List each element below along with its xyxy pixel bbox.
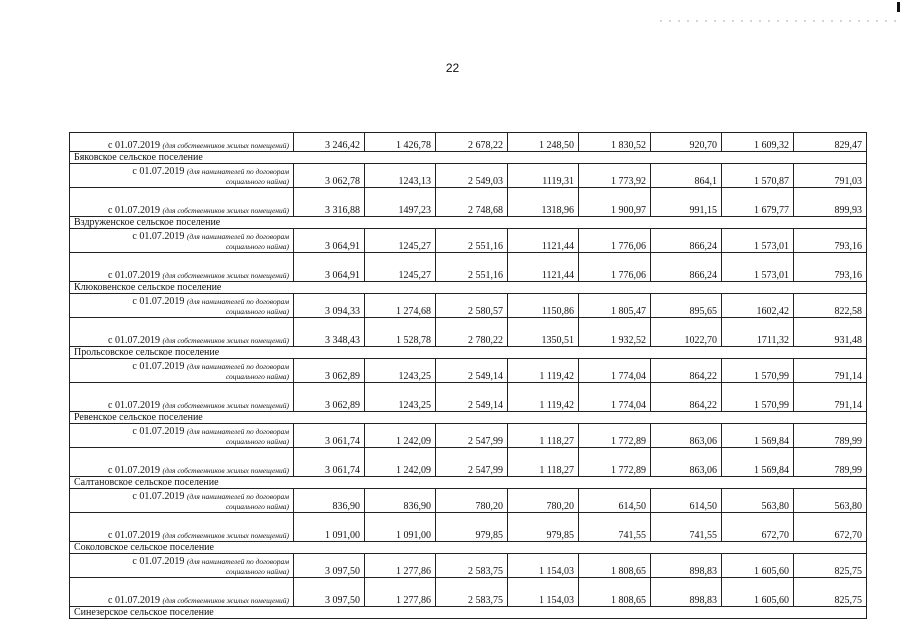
tariff-value-col-5: 1 772,89	[579, 424, 651, 448]
tariff-value-col-7: 1 569,84	[722, 424, 794, 448]
tariff-value-col-6: 920,70	[651, 133, 722, 152]
row-note: (для собственников жилых помещений)	[162, 141, 289, 150]
tenant-tariff-row	[70, 554, 867, 578]
settlement-header-row	[70, 217, 867, 229]
tariff-value-col-4: 1 119,42	[508, 383, 579, 412]
row-note-part2: социального найма)	[225, 242, 289, 251]
tariff-value-col-8: 793,16	[794, 229, 867, 253]
tariff-value-col-7: 1 605,60	[722, 554, 794, 578]
tariff-value-col-6: 866,24	[651, 253, 722, 282]
tariff-value-col-2: 1243,13	[365, 164, 436, 188]
owner-tariff-row	[70, 448, 867, 477]
row-note-part2: социального найма)	[225, 177, 289, 186]
scan-corner-mark	[897, 2, 900, 12]
tariff-value-col-5: 1 774,04	[579, 359, 651, 383]
tariff-value-col-3: 2 583,75	[436, 554, 508, 578]
row-note-part2: социального найма)	[225, 502, 289, 511]
settlement-name: Соколовское сельское поселение	[70, 542, 867, 554]
tariff-value-col-6: 863,06	[651, 448, 722, 477]
settlement-name: Салтановское сельское поселение	[70, 477, 867, 489]
row-note-part2: социального найма)	[225, 307, 289, 316]
owner-tariff-row	[70, 318, 867, 347]
row-note-part1: (для нанимателей по договорам	[186, 297, 289, 306]
tariff-value-col-7: 1 569,84	[722, 448, 794, 477]
tariff-value-col-2: 1245,27	[365, 253, 436, 282]
tariff-value-col-8: 791,14	[794, 359, 867, 383]
owner-tariff-row	[70, 383, 867, 412]
tariff-value-col-1: 3 062,78	[294, 164, 365, 188]
tariff-value-col-4: 780,20	[508, 489, 579, 513]
tariff-value-col-4: 1 248,50	[508, 133, 579, 152]
row-description	[70, 294, 294, 318]
owner-tariff-row	[70, 513, 867, 542]
tariff-value-col-8: 829,47	[794, 133, 867, 152]
row-description	[70, 383, 294, 412]
tariff-value-col-1: 3 246,42	[294, 133, 365, 152]
row-description	[70, 253, 294, 282]
tariff-table	[69, 132, 867, 619]
tariff-value-col-5: 1 808,65	[579, 578, 651, 607]
row-description	[70, 164, 294, 188]
tariff-value-col-2: 1 528,78	[365, 318, 436, 347]
tariff-value-col-3: 2 551,16	[436, 253, 508, 282]
tariff-value-col-6: 864,22	[651, 359, 722, 383]
row-date: с 01.07.2019	[132, 231, 185, 242]
tariff-value-col-8: 563,80	[794, 489, 867, 513]
tariff-value-col-7: 1 570,99	[722, 383, 794, 412]
row-note: (для собственников жилых помещений)	[162, 531, 289, 540]
tariff-value-col-2: 1245,27	[365, 229, 436, 253]
tariff-value-col-1: 3 097,50	[294, 578, 365, 607]
row-date: с 01.07.2019	[108, 140, 160, 151]
row-date: с 01.07.2019	[132, 166, 185, 177]
tariff-value-col-1: 1 091,00	[294, 513, 365, 542]
tariff-value-col-6: 1022,70	[651, 318, 722, 347]
tariff-value-col-6: 898,83	[651, 578, 722, 607]
tariff-value-col-3: 2 547,99	[436, 448, 508, 477]
tariff-value-col-4: 1318,96	[508, 188, 579, 217]
row-date: с 01.07.2019	[108, 595, 160, 606]
settlement-name: Бяковское сельское поселение	[70, 152, 867, 164]
tariff-value-col-1: 3 062,89	[294, 359, 365, 383]
tariff-value-col-5: 1 772,89	[579, 448, 651, 477]
tariff-value-col-6: 898,83	[651, 554, 722, 578]
tariff-value-col-7: 672,70	[722, 513, 794, 542]
row-description	[70, 578, 294, 607]
tariff-value-col-5: 1 932,52	[579, 318, 651, 347]
tariff-value-col-3: 2 580,57	[436, 294, 508, 318]
tariff-value-col-5: 1 808,65	[579, 554, 651, 578]
row-date: с 01.07.2019	[132, 361, 185, 372]
row-description	[70, 424, 294, 448]
owner-tariff-row	[70, 133, 867, 152]
row-date: с 01.07.2019	[108, 400, 160, 411]
tariff-value-col-5: 1 830,52	[579, 133, 651, 152]
tariff-value-col-3: 2 551,16	[436, 229, 508, 253]
settlement-header-row	[70, 542, 867, 554]
row-date: с 01.07.2019	[132, 491, 185, 502]
tariff-value-col-8: 899,93	[794, 188, 867, 217]
row-description-line1	[74, 232, 289, 242]
tenant-tariff-row	[70, 294, 867, 318]
tariff-value-col-4: 979,85	[508, 513, 579, 542]
tariff-value-col-5: 1 900,97	[579, 188, 651, 217]
tariff-value-col-4: 1350,51	[508, 318, 579, 347]
tariff-value-col-2: 1497,23	[365, 188, 436, 217]
tariff-value-col-3: 2 678,22	[436, 133, 508, 152]
tariff-value-col-7: 1 573,01	[722, 229, 794, 253]
row-description-line1	[74, 427, 289, 437]
tariff-value-col-6: 895,65	[651, 294, 722, 318]
row-date: с 01.07.2019	[108, 530, 160, 541]
tariff-value-col-8: 789,99	[794, 424, 867, 448]
row-date: с 01.07.2019	[108, 465, 160, 476]
page-number: 22	[445, 61, 460, 75]
row-note-part1: (для нанимателей по договорам	[186, 232, 289, 241]
row-note-part1: (для нанимателей по договорам	[186, 362, 289, 371]
tariff-value-col-7: 1 570,87	[722, 164, 794, 188]
settlement-header-row	[70, 607, 867, 619]
tariff-value-col-8: 825,75	[794, 578, 867, 607]
row-date: с 01.07.2019	[132, 426, 185, 437]
tariff-value-col-8: 791,14	[794, 383, 867, 412]
tariff-value-col-2: 1243,25	[365, 359, 436, 383]
tenant-tariff-row	[70, 164, 867, 188]
tariff-value-col-2: 1 091,00	[365, 513, 436, 542]
row-description	[70, 448, 294, 477]
tariff-value-col-3: 2 549,03	[436, 164, 508, 188]
tariff-value-col-5: 1 774,04	[579, 383, 651, 412]
tariff-value-col-6: 866,24	[651, 229, 722, 253]
tariff-value-col-4: 1 119,42	[508, 359, 579, 383]
tariff-value-col-1: 836,90	[294, 489, 365, 513]
tariff-value-col-3: 2 780,22	[436, 318, 508, 347]
settlement-name: Клюковенское сельское поселение	[70, 282, 867, 294]
tariff-value-col-3: 2 549,14	[436, 359, 508, 383]
settlement-header-row	[70, 282, 867, 294]
tariff-value-col-7: 1602,42	[722, 294, 794, 318]
tariff-value-col-6: 863,06	[651, 424, 722, 448]
tariff-value-col-7: 1711,32	[722, 318, 794, 347]
tariff-value-col-8: 672,70	[794, 513, 867, 542]
settlement-header-row	[70, 347, 867, 359]
tariff-value-col-2: 1 426,78	[365, 133, 436, 152]
tariff-value-col-7: 1 605,60	[722, 578, 794, 607]
tariff-value-col-5: 741,55	[579, 513, 651, 542]
settlement-name: Синезерское сельское поселение	[70, 607, 867, 619]
tariff-value-col-2: 1243,25	[365, 383, 436, 412]
tariff-value-col-7: 1 679,77	[722, 188, 794, 217]
tariff-value-col-5: 1 776,06	[579, 253, 651, 282]
owner-tariff-row	[70, 253, 867, 282]
tariff-value-col-4: 1121,44	[508, 253, 579, 282]
tariff-value-col-1: 3 062,89	[294, 383, 365, 412]
row-description	[70, 359, 294, 383]
tariff-value-col-6: 614,50	[651, 489, 722, 513]
tariff-value-col-1: 3 097,50	[294, 554, 365, 578]
tariff-value-col-2: 1 274,68	[365, 294, 436, 318]
row-note-part2: социального найма)	[225, 437, 289, 446]
tariff-value-col-8: 791,03	[794, 164, 867, 188]
tariff-value-col-1: 3 061,74	[294, 448, 365, 477]
tariff-value-col-2: 1 242,09	[365, 424, 436, 448]
tariff-value-col-8: 789,99	[794, 448, 867, 477]
tariff-value-col-5: 614,50	[579, 489, 651, 513]
row-note-part1: (для нанимателей по договорам	[186, 492, 289, 501]
tariff-value-col-3: 780,20	[436, 489, 508, 513]
row-date: с 01.07.2019	[108, 335, 160, 346]
tariff-value-col-3: 979,85	[436, 513, 508, 542]
tenant-tariff-row	[70, 489, 867, 513]
tariff-value-col-8: 822,58	[794, 294, 867, 318]
tariff-value-col-1: 3 064,91	[294, 253, 365, 282]
tariff-value-col-6: 741,55	[651, 513, 722, 542]
tariff-value-col-7: 1 570,99	[722, 359, 794, 383]
settlement-name: Вздруженское сельское поселение	[70, 217, 867, 229]
settlement-name: Прольсовское сельское поселение	[70, 347, 867, 359]
tariff-value-col-3: 2 547,99	[436, 424, 508, 448]
tariff-value-col-7: 1 573,01	[722, 253, 794, 282]
scan-noise	[660, 20, 900, 22]
row-date: с 01.07.2019	[132, 296, 185, 307]
tenant-tariff-row	[70, 229, 867, 253]
row-note-part1: (для нанимателей по договорам	[186, 167, 289, 176]
tariff-value-col-1: 3 061,74	[294, 424, 365, 448]
settlement-header-row	[70, 152, 867, 164]
row-note: (для собственников жилых помещений)	[162, 206, 289, 215]
tariff-value-col-4: 1150,86	[508, 294, 579, 318]
tariff-value-col-1: 3 064,91	[294, 229, 365, 253]
tariff-value-col-2: 1 277,86	[365, 578, 436, 607]
tariff-value-col-4: 1 154,03	[508, 554, 579, 578]
settlement-header-row	[70, 412, 867, 424]
tariff-value-col-3: 2 583,75	[436, 578, 508, 607]
row-description	[70, 318, 294, 347]
tariff-value-col-6: 864,22	[651, 383, 722, 412]
tariff-value-col-8: 931,48	[794, 318, 867, 347]
tariff-value-col-7: 1 609,32	[722, 133, 794, 152]
row-note: (для собственников жилых помещений)	[162, 401, 289, 410]
tariff-value-col-2: 1 242,09	[365, 448, 436, 477]
row-date: с 01.07.2019	[108, 205, 160, 216]
row-description	[70, 513, 294, 542]
row-note: (для собственников жилых помещений)	[162, 466, 289, 475]
tariff-value-col-4: 1 154,03	[508, 578, 579, 607]
tariff-value-col-5: 1 773,92	[579, 164, 651, 188]
tariff-value-col-4: 1121,44	[508, 229, 579, 253]
owner-tariff-row	[70, 188, 867, 217]
tariff-value-col-7: 563,80	[722, 489, 794, 513]
row-date: с 01.07.2019	[108, 270, 160, 281]
settlement-name: Ревенское сельское поселение	[70, 412, 867, 424]
tariff-value-col-1: 3 316,88	[294, 188, 365, 217]
tariff-value-col-2: 836,90	[365, 489, 436, 513]
row-description-line1	[74, 362, 289, 372]
tariff-value-col-5: 1 776,06	[579, 229, 651, 253]
settlement-header-row	[70, 477, 867, 489]
tariff-value-col-6: 991,15	[651, 188, 722, 217]
tariff-value-col-1: 3 348,43	[294, 318, 365, 347]
row-description-line1	[74, 167, 289, 177]
tariff-value-col-8: 793,16	[794, 253, 867, 282]
row-note-part1: (для нанимателей по договорам	[186, 427, 289, 436]
tariff-value-col-8: 825,75	[794, 554, 867, 578]
row-description	[70, 188, 294, 217]
tariff-value-col-4: 1119,31	[508, 164, 579, 188]
owner-tariff-row	[70, 578, 867, 607]
tenant-tariff-row	[70, 359, 867, 383]
row-description-line1	[74, 557, 289, 567]
row-note: (для собственников жилых помещений)	[162, 271, 289, 280]
tariff-value-col-5: 1 805,47	[579, 294, 651, 318]
tariff-value-col-2: 1 277,86	[365, 554, 436, 578]
tariff-value-col-3: 2 549,14	[436, 383, 508, 412]
row-description	[70, 489, 294, 513]
row-note-part2: социального найма)	[225, 567, 289, 576]
row-description-line1	[74, 492, 289, 502]
row-note-part1: (для нанимателей по договорам	[186, 557, 289, 566]
tariff-value-col-4: 1 118,27	[508, 448, 579, 477]
tariff-value-col-1: 3 094,33	[294, 294, 365, 318]
tariff-value-col-4: 1 118,27	[508, 424, 579, 448]
tariff-table-container	[69, 132, 866, 619]
row-note-part2: социального найма)	[225, 372, 289, 381]
row-date: с 01.07.2019	[132, 556, 185, 567]
tariff-value-col-3: 2 748,68	[436, 188, 508, 217]
row-description-line1	[74, 297, 289, 307]
row-note: (для собственников жилых помещений)	[162, 596, 289, 605]
row-description	[70, 554, 294, 578]
tenant-tariff-row	[70, 424, 867, 448]
tariff-value-col-6: 864,1	[651, 164, 722, 188]
row-note: (для собственников жилых помещений)	[162, 336, 289, 345]
row-description	[70, 229, 294, 253]
row-description	[70, 133, 294, 152]
